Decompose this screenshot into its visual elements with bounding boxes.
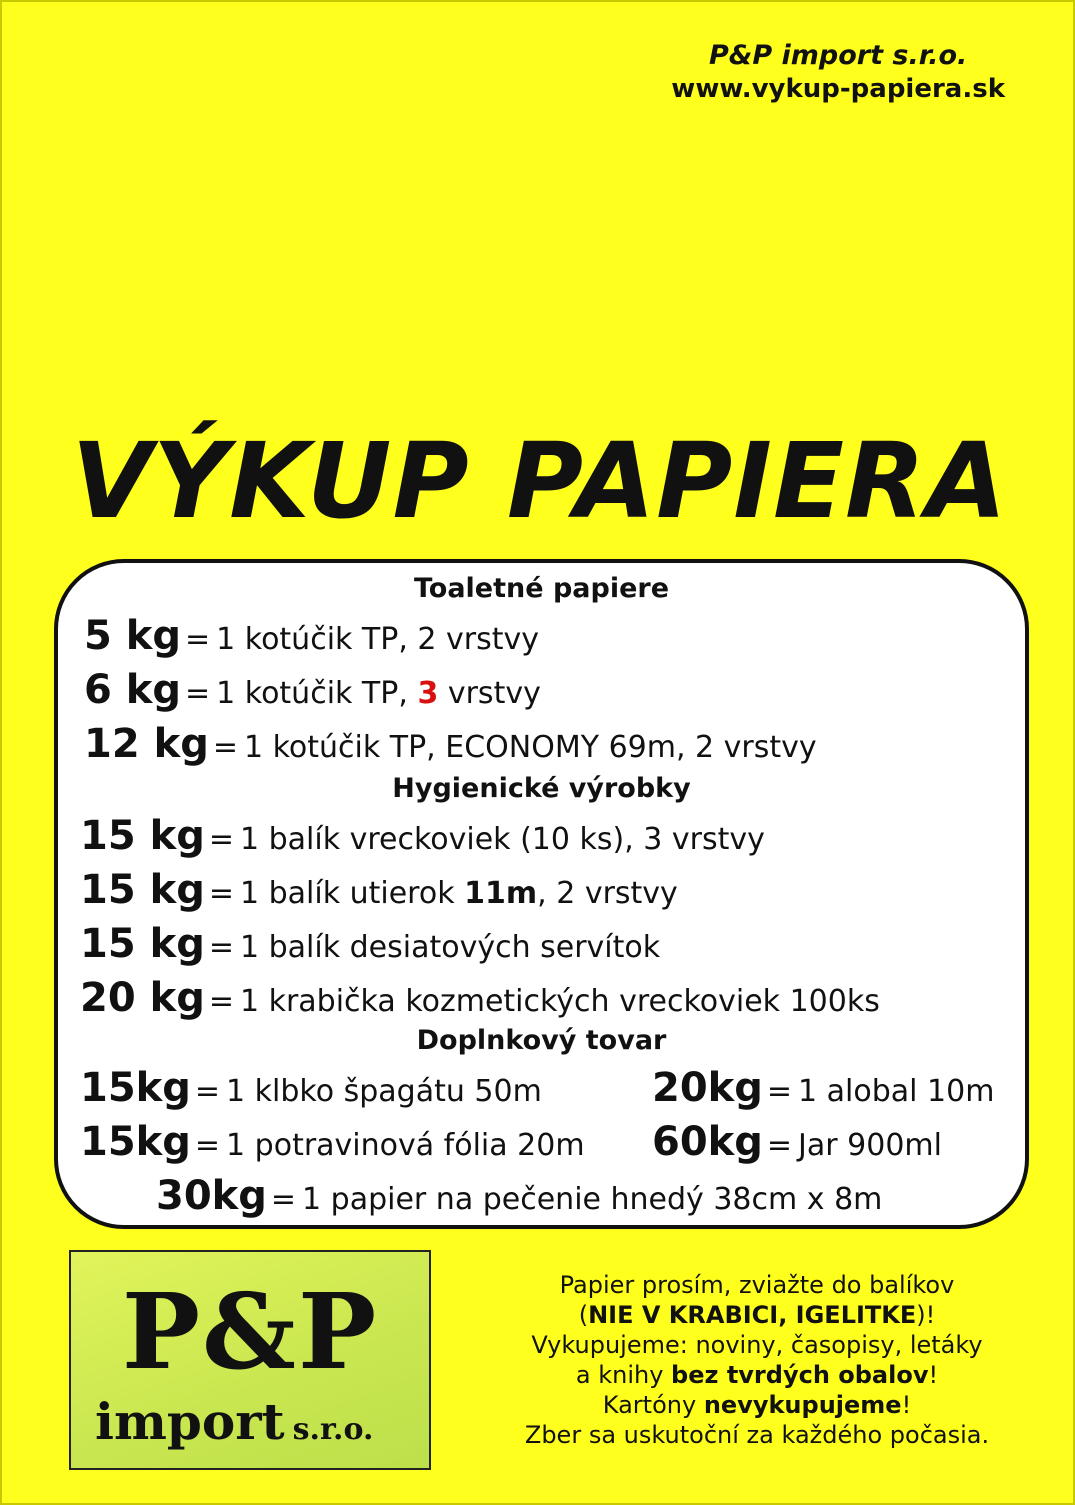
section-heading-extra: Doplnkový tovar — [416, 1025, 667, 1056]
equals-sign: = — [270, 1182, 297, 1217]
equals-sign: = — [208, 876, 234, 911]
price-row — [652, 1119, 942, 1165]
row-item-end: , 2 vrstvy — [537, 876, 678, 911]
price-row — [84, 613, 539, 659]
row-weight: 6 kg — [84, 667, 181, 713]
row-weight: 5 kg — [84, 613, 181, 659]
note-line: Zber sa uskutoční za každého počasia. — [524, 1421, 990, 1449]
price-row — [80, 975, 880, 1021]
note-text: ! — [901, 1391, 912, 1419]
logo-main-text: P&P — [121, 1270, 379, 1393]
note-line: Papier prosím, zviažte do balíkov — [559, 1271, 955, 1299]
row-item: 1 alobal 10m — [798, 1074, 995, 1109]
note-text: ( — [578, 1301, 589, 1329]
row-weight: 60kg — [652, 1119, 763, 1165]
price-list-box — [54, 559, 1029, 1229]
note-text: ! — [928, 1361, 939, 1389]
collection-notes — [472, 1270, 1042, 1450]
note-emphasis: nevykupujeme — [703, 1391, 902, 1419]
price-row — [80, 867, 678, 913]
note-line — [472, 1360, 1042, 1390]
row-item: Jar 900ml — [798, 1128, 942, 1163]
row-item: 1 krabička kozmetických vreckoviek 100ks — [239, 984, 880, 1019]
row-item: 1 potravinová fólia 20m — [226, 1128, 585, 1163]
row-item-end: vrstvy — [438, 676, 541, 711]
note-line: Vykupujeme: noviny, časopisy, letáky — [531, 1331, 983, 1359]
price-row — [84, 667, 541, 713]
row-weight: 15kg — [80, 1119, 191, 1165]
row-weight: 15 kg — [80, 921, 205, 967]
price-row — [156, 1173, 882, 1219]
row-weight: 20 kg — [80, 975, 205, 1021]
equals-sign: = — [185, 676, 211, 711]
section-heading-hygiene: Hygienické výrobky — [392, 773, 691, 804]
row-item: 1 papier na pečenie hnedý 38cm x 8m — [302, 1182, 883, 1217]
equals-sign: = — [185, 622, 211, 657]
company-logo — [69, 1250, 431, 1470]
row-item-highlight: 11m — [464, 876, 538, 911]
row-item-highlight: 3 — [417, 676, 439, 711]
row-weight: 15kg — [80, 1065, 191, 1111]
equals-sign: = — [208, 984, 234, 1019]
row-item: 1 balík vreckoviek (10 ks), 3 vrstvy — [239, 822, 765, 857]
row-item: 1 klbko špagátu 50m — [226, 1074, 542, 1109]
section-heading-toilet: Toaletné papiere — [413, 573, 670, 604]
note-line — [472, 1300, 1042, 1330]
equals-sign: = — [208, 930, 234, 965]
company-header — [671, 38, 1005, 107]
row-item: 1 balík desiatových servítok — [239, 930, 661, 965]
price-row — [80, 1119, 585, 1165]
company-name: P&P import s.r.o. — [709, 40, 968, 71]
row-item: 1 balík utierok — [239, 876, 465, 911]
price-row — [652, 1065, 994, 1111]
row-item: 1 kotúčik TP, 2 vrstvy — [216, 622, 540, 657]
equals-sign: = — [212, 730, 238, 765]
price-row — [80, 1065, 542, 1111]
row-weight: 30kg — [156, 1173, 267, 1219]
equals-sign: = — [194, 1128, 221, 1163]
note-emphasis: bez tvrdých obalov — [671, 1361, 929, 1389]
row-weight: 12 kg — [84, 721, 209, 767]
note-text: Kartóny — [602, 1391, 704, 1419]
equals-sign: = — [208, 822, 234, 857]
page-title: VÝKUP PAPIERA — [71, 420, 1008, 542]
row-item: 1 kotúčik TP, — [216, 676, 418, 711]
note-text: a knihy — [575, 1361, 672, 1389]
row-weight: 15 kg — [80, 867, 205, 913]
logo-suffix: s.r.o. — [292, 1412, 374, 1447]
equals-sign: = — [766, 1128, 793, 1163]
note-text: )! — [916, 1301, 936, 1329]
price-row — [80, 813, 765, 859]
company-url[interactable]: www.vykup-papiera.sk — [671, 74, 1005, 105]
logo-subtext — [95, 1392, 373, 1451]
price-row — [80, 921, 660, 967]
price-row — [84, 721, 817, 767]
note-line — [472, 1390, 1042, 1420]
row-weight: 20kg — [652, 1065, 763, 1111]
equals-sign: = — [194, 1074, 221, 1109]
note-emphasis: NIE V KRABICI, IGELITKE — [588, 1301, 917, 1329]
equals-sign: = — [766, 1074, 793, 1109]
logo-word: import — [95, 1392, 285, 1451]
row-weight: 15 kg — [80, 813, 205, 859]
row-item: 1 kotúčik TP, ECONOMY 69m, 2 vrstvy — [243, 730, 817, 765]
